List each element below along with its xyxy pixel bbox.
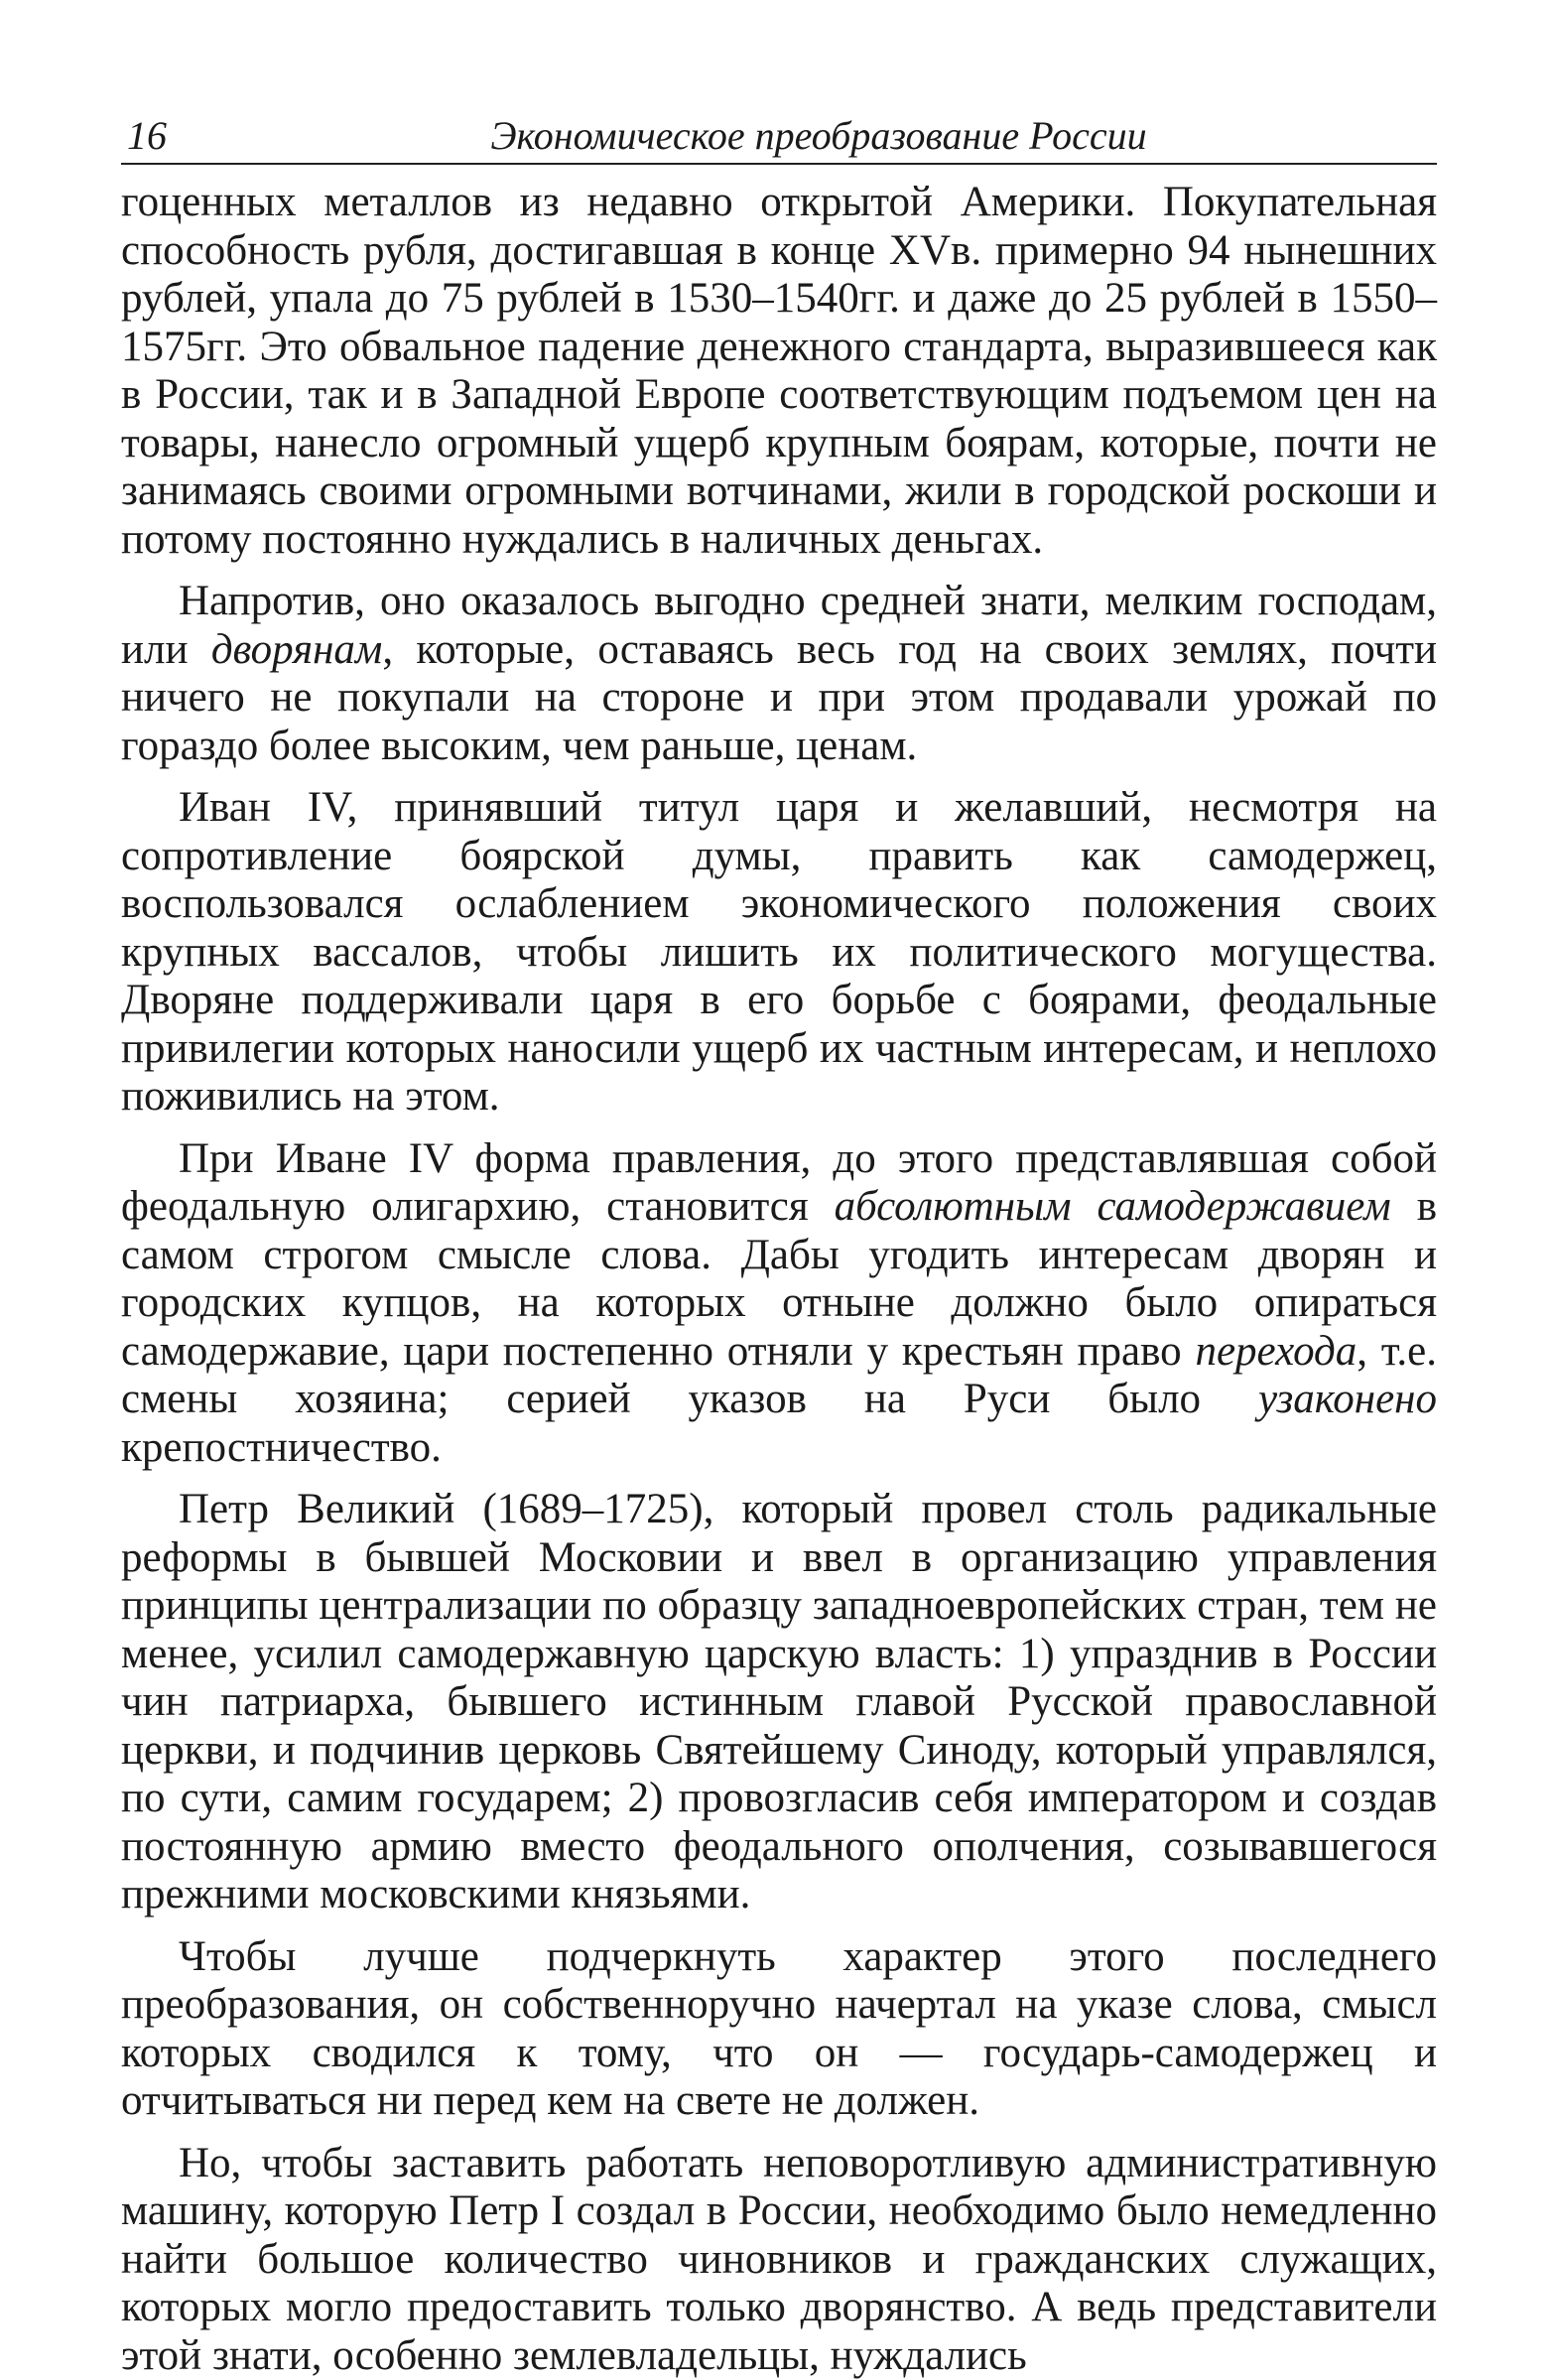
paragraph [121, 1933, 1437, 2126]
italic-term: узаконено [1258, 1376, 1437, 1422]
text-run: в самом строгом смысле слова. Дабы угодить интересам дворян и городских купцов, на которых отныне должно было опираться самодержавие, цари постепенно отняли у крестьян право [121, 1183, 1437, 1375]
text-run: , т.е. смены хозяина; серией указов на Руси было [121, 1328, 1437, 1423]
text-run: гоценных металлов из недавно открытой Америки. Покупательная способность рубля, достигавшая в конце XVв. примерно 94 нынешних рублей, упала до 75 рублей в 1530–1540гг. и даже до 25 рублей в 1550–1575гг. Это обвальное падение денежного стандарта, выразившееся как в России, так и в Западной Европе соответствующим подъемом цен на товары, нанесло огромный ущерб крупным боярам, которые, почти не занимаясь своими огромными вотчинами, жили в городской роскоши и потому постоянно нуждались в наличных деньгах. [121, 179, 1437, 563]
text-run: , которые, оставаясь весь год на своих землях, почти ничего не покупали на стороне и при этом продавали урожай по гораздо более высоким, чем раньше, ценам. [121, 626, 1437, 769]
text-run: Иван IV, принявший титул царя и желавший, несмотря на сопротивление боярской думы, править как самодержец, воспользовался ослаблением экономического положения своих крупных вассалов, чтобы лишить их политического могущества. Дворяне поддерживали царя в его борьбе с боярами, феодальные привилегии которых наносили ущерб их частным интересам, и неплохо поживились на этом. [121, 784, 1437, 1120]
text-run: крепостничество. [121, 1424, 442, 1471]
paragraph [121, 1135, 1437, 1473]
italic-term: абсолютным самодержавием [835, 1183, 1391, 1230]
text-run: При Иване IV форма правления, до этого представлявшая собой феодальную олигархию, становится [121, 1135, 1437, 1231]
text-run: Чтобы лучше подчеркнуть характер этого последнего преобразования, он собственноручно начертал на указе слова, смысл которых сводился к тому, что он — государь-самодержец и отчитываться ни перед кем на свете не должен. [121, 1933, 1437, 2125]
paragraph [121, 784, 1437, 1122]
italic-term: перехода [1195, 1328, 1357, 1375]
italic-term: дворянам [211, 626, 383, 673]
running-header [121, 107, 1437, 165]
page-number: 16 [127, 112, 167, 159]
running-title: Экономическое преобразование России [121, 112, 1437, 159]
paragraph [121, 1486, 1437, 1919]
text-run: Но, чтобы заставить работать неповоротливую административную машину, которую Петр I создал в России, необходимо было немедленно найти большое количество чиновников и гражданских служащих, которых могло предоставить только дворянство. А ведь представители этой знати, особенно землевладельцы, нуждались [121, 2140, 1437, 2379]
paragraph [121, 179, 1437, 564]
book-page [121, 107, 1437, 2380]
text-run: Петр Великий (1689–1725), который провел столь радикальные реформы в бывшей Московии и ввел в организацию управления принципы централизации по образцу западноевропейских стран, тем не менее, усилил самодержавную царскую власть: 1) упразднив в России чин патриарха, бывшего истинным главой Русской православной церкви, и подчинив церковь Святейшему Синоду, который управлялся, по сути, самим государем; 2) провозгласив себя императором и создав постоянную армию вместо феодального ополчения, созывавшегося прежними московскими князьями. [121, 1486, 1437, 1917]
text-run: Напротив, оно оказалось выгодно средней знати, мелким господам, или [121, 578, 1437, 673]
paragraph [121, 2140, 1437, 2380]
body-text [121, 179, 1437, 2380]
paragraph [121, 578, 1437, 770]
